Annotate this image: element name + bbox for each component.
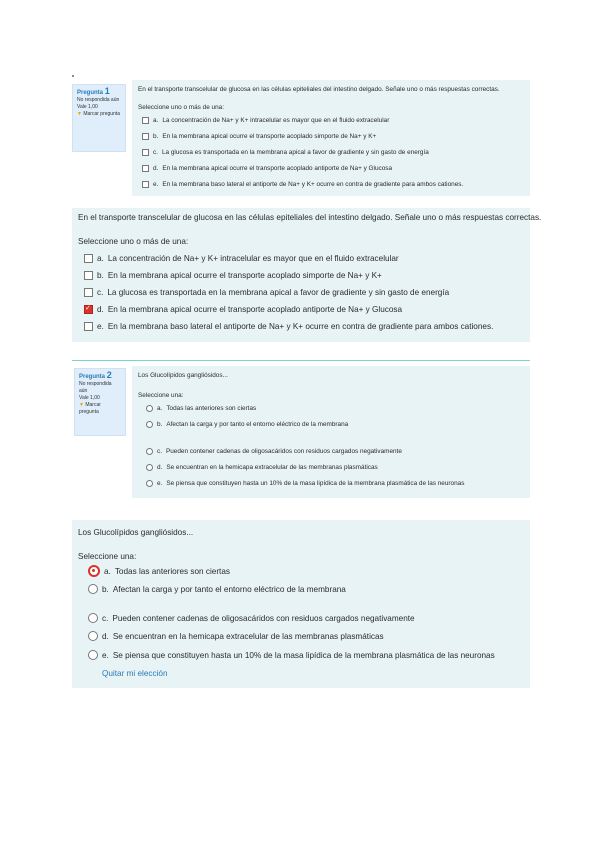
answer-option-a[interactable]: [88, 565, 230, 577]
question-number: 2: [106, 370, 112, 380]
question-label: Pregunta: [79, 374, 106, 380]
option-letter: b.: [153, 133, 159, 140]
radio-button[interactable]: [146, 448, 153, 455]
option-letter: e.: [97, 322, 104, 331]
answer-option-b[interactable]: [142, 133, 376, 140]
question-status: No respondida aún: [77, 97, 120, 103]
radio-button[interactable]: [88, 650, 98, 660]
option-letter: e.: [157, 480, 163, 487]
answer-option-d[interactable]: [142, 165, 392, 172]
answer-option-c[interactable]: [142, 149, 429, 156]
option-text: Todas las anteriores son ciertas: [166, 405, 257, 412]
option-text: La concentración de Na+ y K+ intracelular es mayor que en el fluido extracelular: [162, 117, 390, 124]
question-2-panel: [72, 520, 530, 688]
answer-option-b[interactable]: [84, 271, 382, 280]
option-letter: c.: [97, 288, 104, 297]
radio-button[interactable]: [146, 480, 153, 487]
answer-option-b[interactable]: [146, 421, 348, 428]
checkbox[interactable]: [84, 271, 93, 280]
option-text: En la membrana apical ocurre el transporte acoplado antiporte de Na+ y Glucosa: [162, 165, 393, 172]
option-letter: c.: [153, 149, 158, 156]
question-number: 1: [104, 86, 110, 96]
flag-question-link[interactable]: [77, 111, 121, 118]
question-text: En el transporte transcelular de glucosa en las células epiteliales del intestino delgado. Señale uno o más respuestas correctas.: [78, 213, 542, 222]
option-text: Se piensa que constituyen hasta un 10% de la masa lipídica de la membrana plasmática de las neuronas: [112, 650, 495, 660]
checkbox[interactable]: [142, 149, 149, 156]
radio-button[interactable]: [146, 405, 153, 412]
flag-label: Marcar pregunta: [79, 402, 101, 415]
option-text: Pueden contener cadenas de oligosacáridos con residuos cargados negativamente: [165, 448, 402, 455]
question-1-panel: [72, 208, 542, 342]
checkbox[interactable]: [142, 181, 149, 188]
radio-button[interactable]: [146, 464, 153, 471]
option-letter: d.: [153, 165, 159, 172]
option-text: Afectan la carga y por tanto el entorno eléctrico de la membrana: [112, 584, 346, 594]
answer-option-c[interactable]: [146, 448, 402, 455]
answer-option-e[interactable]: [146, 480, 464, 487]
option-letter: e.: [102, 650, 109, 660]
flag-icon: ▼: [79, 402, 84, 408]
question-2-info: [74, 368, 126, 436]
flag-icon: ▼: [77, 111, 82, 117]
option-letter: d.: [102, 631, 109, 641]
radio-button[interactable]: [88, 631, 98, 641]
checkbox[interactable]: [142, 117, 149, 124]
option-letter: e.: [153, 181, 159, 188]
option-letter: d.: [97, 305, 104, 314]
option-text: La glucosa es transportada en la membrana apical a favor de gradiente y sin gasto de energía: [107, 288, 450, 297]
answer-prompt: Seleccione uno o más de una:: [78, 237, 189, 246]
question-score: Vale 1,00: [79, 395, 100, 401]
answer-option-a[interactable]: [84, 254, 399, 263]
option-letter: b.: [157, 421, 163, 428]
checkbox[interactable]: [142, 133, 149, 140]
option-letter: a.: [104, 566, 111, 576]
answer-option-d[interactable]: [84, 305, 402, 314]
answer-option-e[interactable]: [88, 650, 495, 660]
question-1-preview-panel: [132, 80, 530, 196]
answer-option-c[interactable]: [84, 288, 449, 297]
option-text: En la membrana baso lateral el antiporte de Na+ y K+ ocurre en contra de gradiente para ambos cationes.: [162, 181, 464, 188]
option-letter: a.: [97, 254, 104, 263]
question-label: Pregunta: [77, 90, 104, 96]
question-score: Vale 1,00: [77, 104, 98, 110]
answer-prompt: Seleccione uno o más de una:: [138, 104, 224, 111]
checkbox[interactable]: [142, 165, 149, 172]
flag-question-link[interactable]: [79, 402, 121, 416]
clear-choice-link[interactable]: Quitar mi elección: [102, 669, 168, 678]
checkbox[interactable]: [84, 288, 93, 297]
radio-button-selected[interactable]: [88, 565, 100, 577]
option-text: En la membrana apical ocurre el transporte acoplado antiporte de Na+ y Glucosa: [107, 305, 403, 314]
option-letter: a.: [153, 117, 159, 124]
option-text: Se piensa que constituyen hasta un 10% de la masa lipídica de la membrana plasmática de las neuronas: [166, 480, 465, 487]
option-text: En la membrana apical ocurre el transporte acoplado simporte de Na+ y K+: [107, 271, 382, 280]
option-text: La concentración de Na+ y K+ intracelular es mayor que en el fluido extracelular: [107, 254, 399, 263]
option-text: Afectan la carga y por tanto el entorno eléctrico de la membrana: [166, 421, 349, 428]
answer-option-b[interactable]: [88, 584, 346, 594]
answer-option-a[interactable]: [146, 405, 256, 412]
question-1-info: [72, 84, 126, 152]
question-text: Los Glucolípidos gangliósidos...: [78, 528, 194, 537]
answer-option-e[interactable]: [84, 322, 493, 331]
question-2-preview-panel: [132, 366, 530, 498]
answer-prompt: Seleccione una:: [138, 392, 184, 399]
answer-option-a[interactable]: [142, 117, 389, 124]
stray-mark: [72, 75, 74, 77]
question-status: No respondida aún: [79, 381, 112, 394]
answer-option-e[interactable]: [142, 181, 463, 188]
option-text: Se encuentran en la hemicapa extracelular de las membranas plasmáticas: [166, 464, 378, 471]
answer-option-d[interactable]: [146, 464, 378, 471]
question-text: Los Glucolípidos gangliósidos...: [138, 372, 228, 379]
option-text: En la membrana baso lateral el antiporte de Na+ y K+ ocurre en contra de gradiente para ambos cationes.: [107, 322, 494, 331]
radio-button[interactable]: [146, 421, 153, 428]
checkbox[interactable]: [84, 322, 93, 331]
option-letter: b.: [97, 271, 104, 280]
option-letter: d.: [157, 464, 163, 471]
answer-prompt: Seleccione una:: [78, 552, 137, 561]
answer-option-c[interactable]: [88, 613, 415, 623]
radio-button[interactable]: [88, 613, 98, 623]
option-letter: c.: [157, 448, 162, 455]
option-text: Todas las anteriores son ciertas: [114, 566, 230, 576]
option-text: La glucosa es transportada en la membrana apical a favor de gradiente y sin gasto de energía: [161, 149, 429, 156]
radio-button[interactable]: [88, 584, 98, 594]
question-separator: [72, 360, 530, 361]
checkbox[interactable]: [84, 254, 93, 263]
option-text: Pueden contener cadenas de oligosacáridos con residuos cargados negativamente: [112, 613, 415, 623]
answer-option-d[interactable]: [88, 631, 384, 641]
option-text: En la membrana apical ocurre el transporte acoplado simporte de Na+ y K+: [162, 133, 377, 140]
option-letter: a.: [157, 405, 163, 412]
option-text: Se encuentran en la hemicapa extracelular de las membranas plasmáticas: [112, 631, 384, 641]
question-text: En el transporte transcelular de glucosa en las células epiteliales del intestino delgado. Señale uno o más respuestas correctas.: [138, 86, 500, 93]
option-letter: b.: [102, 584, 109, 594]
checkbox-checked[interactable]: [84, 305, 93, 314]
option-letter: c.: [102, 613, 109, 623]
flag-label: Marcar pregunta: [83, 111, 121, 117]
